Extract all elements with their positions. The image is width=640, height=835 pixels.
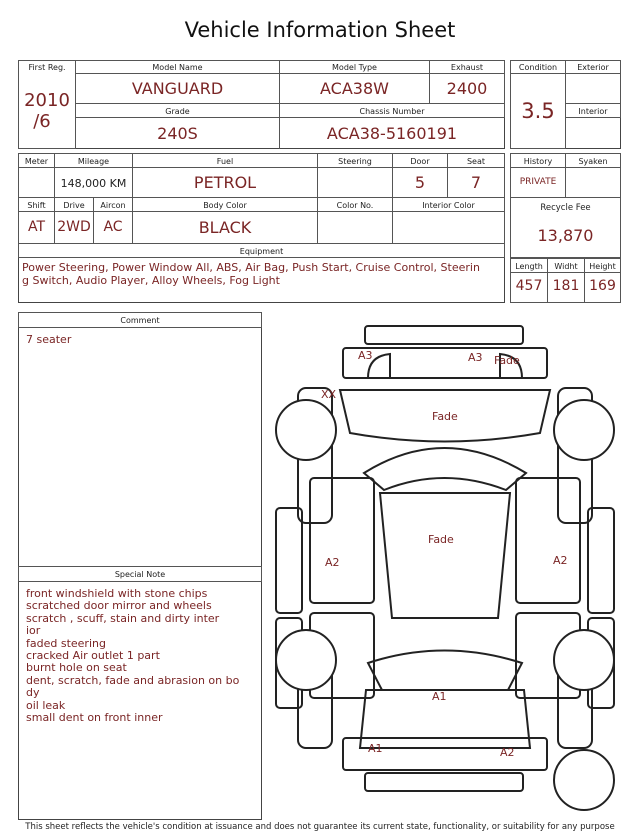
shift-label: Shift: [27, 201, 46, 210]
right-quarter-panel: [516, 478, 580, 603]
model-type-divider: [279, 73, 430, 104]
seat-value: 7: [470, 173, 482, 192]
comment-text: 7 seater: [26, 333, 72, 346]
spare-tire: [554, 750, 614, 810]
equipment-label: Equipment: [239, 247, 284, 256]
exhaust-label: Exhaust: [450, 63, 484, 72]
exterior-value-cell: [565, 73, 621, 104]
special-note-line: cracked Air outlet 1 part: [26, 649, 160, 662]
condition-label: Condition: [518, 63, 558, 72]
aircon-value: AC: [103, 219, 123, 235]
special-note-line: dy: [26, 686, 40, 700]
left-front-wheel: [276, 630, 336, 690]
disclaimer-footer: This sheet reflects the vehicle's condition at issuance and does not guarantee its current state, functionality, or suitability for any purpose: [25, 822, 615, 832]
damage-mark-front-hood: A1: [432, 690, 447, 703]
width-label: Widht: [554, 262, 578, 271]
door-value: 5: [414, 173, 426, 192]
seat-label: Seat: [466, 157, 486, 166]
damage-mark-rear-fade: Fade: [494, 354, 520, 367]
height-value: 169: [589, 278, 616, 294]
drive-label: Drive: [63, 201, 85, 210]
aircon-label: Aircon: [100, 201, 126, 210]
damage-mark-roof-fade: Fade: [432, 410, 458, 423]
page-title: Vehicle Information Sheet: [184, 18, 456, 42]
special-note-line: scratched door mirror and wheels: [26, 599, 212, 613]
interior-color-value-cell: [392, 211, 505, 244]
special-note-label: Special Note: [114, 570, 166, 579]
special-note-line: small dent on front inner: [26, 711, 163, 724]
right-front-wheel: [554, 630, 614, 690]
damage-mark-rear-right: A3: [468, 351, 483, 364]
model-type-value: ACA38W: [320, 79, 389, 98]
fuel-label: Fuel: [216, 157, 234, 166]
damage-mark-left-side: A2: [325, 556, 340, 569]
recycle-fee-label: Recycle Fee: [540, 203, 591, 213]
special-note-line: burnt hole on seat: [26, 661, 127, 675]
windshield: [368, 651, 522, 691]
interior-color-label: Interior Color: [422, 201, 475, 210]
left-rear-wheel: [276, 400, 336, 460]
height-label: Height: [589, 262, 616, 271]
steering-label: Steering: [338, 157, 372, 166]
left-quarter-panel: [310, 478, 374, 603]
equipment-line-2: g Switch, Audio Player, Alloy Wheels, Fog Light: [22, 274, 280, 287]
damage-mark-front-left: A1: [368, 742, 383, 755]
grade-label: Grade: [165, 107, 190, 116]
syaken-label: Syaken: [578, 157, 608, 166]
model-type-label: Model Type: [332, 63, 377, 72]
right-door-rear: [588, 508, 614, 613]
recycle-fee-value: 13,870: [537, 226, 594, 245]
width-value: 181: [552, 278, 580, 294]
special-note-line: ior: [26, 624, 41, 638]
first-reg-month: /6: [33, 111, 51, 132]
first-reg-label: First Reg.: [28, 63, 66, 72]
roof: [380, 493, 510, 618]
model-name-value: VANGUARD: [131, 79, 224, 98]
special-note-line: scratch , scuff, stain and dirty inter: [26, 611, 220, 625]
rear-bumper: [365, 326, 523, 344]
mileage-value: 148,000 KM: [60, 177, 127, 190]
exterior-label: Exterior: [577, 63, 609, 72]
body-color-label: Body Color: [203, 201, 247, 210]
front-bumper: [365, 773, 523, 791]
door-label: Door: [410, 157, 430, 166]
model-name-label: Model Name: [152, 63, 203, 72]
grade-value: 240S: [157, 124, 198, 143]
chassis-label: Chassis Number: [359, 107, 425, 116]
length-value: 457: [515, 278, 543, 294]
body-color-value: BLACK: [198, 218, 252, 237]
meter-label: Meter: [24, 157, 49, 166]
damage-mark-rear-left: A3: [358, 349, 373, 362]
fuel-value: PETROL: [193, 173, 257, 192]
special-note-line: faded steering: [26, 636, 106, 650]
car-damage-diagram: [268, 318, 638, 818]
color-no-label: Color No.: [336, 201, 374, 210]
history-label: History: [523, 157, 553, 166]
shift-value: AT: [27, 219, 46, 235]
steering-value-cell: [317, 167, 393, 198]
damage-mark-body-fade: Fade: [428, 533, 454, 546]
chassis-value: ACA38-5160191: [326, 124, 458, 143]
history-value: PRIVATE: [519, 177, 557, 187]
drive-value: 2WD: [57, 219, 91, 235]
color-no-value-cell: [317, 211, 393, 244]
damage-mark-rear-corner: XX: [321, 388, 337, 401]
special-note-line: dent, scratch, fade and abrasion on bo: [26, 673, 240, 687]
syaken-value-cell: [565, 167, 621, 198]
grade-divider: [279, 117, 280, 149]
exhaust-value: 2400: [446, 79, 488, 98]
first-reg-year: 2010: [24, 90, 70, 111]
condition-score: 3.5: [521, 99, 555, 123]
equipment-line-1: Power Steering, Power Window All, ABS, Air Bag, Push Start, Cruise Control, Steerin: [22, 261, 480, 274]
special-note-line: oil leak: [26, 698, 66, 712]
right-rear-wheel: [554, 400, 614, 460]
roof-line: [364, 448, 526, 490]
special-note-line: front windshield with stone chips: [26, 587, 208, 600]
length-label: Length: [515, 262, 543, 271]
damage-mark-right-side: A2: [553, 554, 568, 567]
damage-mark-front-right: A2: [500, 746, 515, 759]
mileage-label: Mileage: [77, 157, 110, 166]
comment-label: Comment: [120, 316, 160, 325]
meter-value-cell: [18, 167, 55, 198]
left-door-rear: [276, 508, 302, 613]
interior-label: Interior: [578, 107, 608, 116]
